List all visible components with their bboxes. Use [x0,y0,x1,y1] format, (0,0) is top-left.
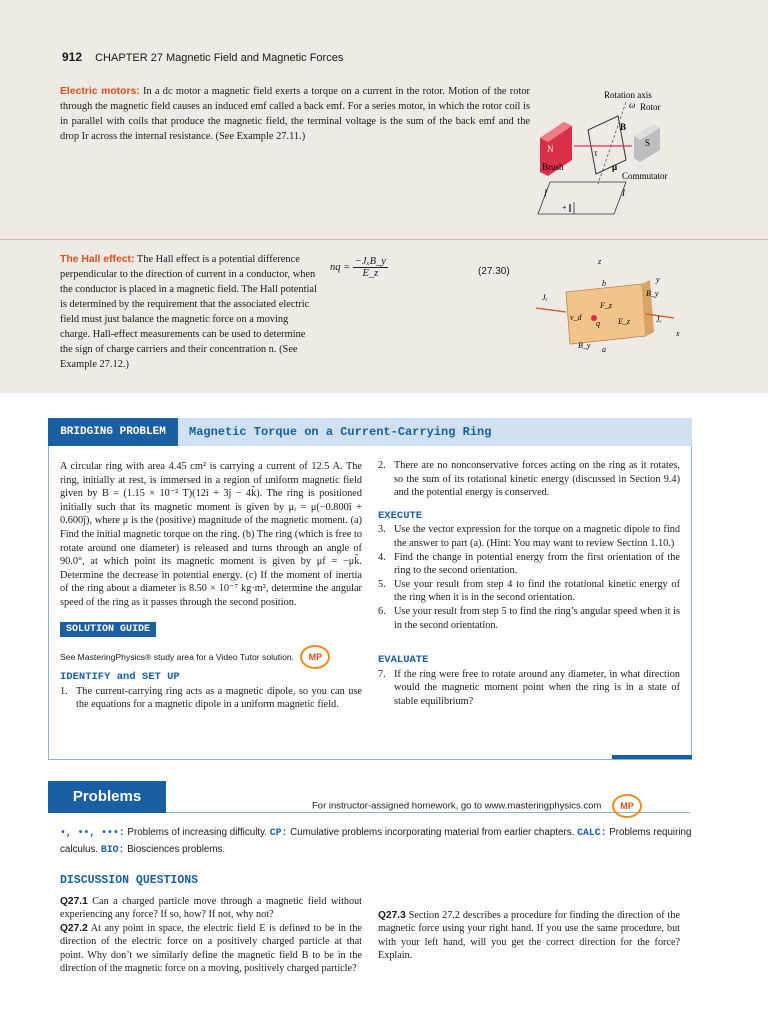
discussion-left-column [60,895,362,975]
question-id: Q27.3 [378,910,406,921]
force-fz-label: F_z [600,301,612,310]
bridging-problem-header [48,418,692,446]
rotor-label: Rotor [640,102,661,112]
motor-figure [534,86,684,221]
mu-label: μ [612,162,618,172]
problems-tag: Problems [48,781,166,813]
list-text: Find the change in potential energy from the first orientation of the ring to the second orientation. [394,551,680,577]
question-item [60,895,362,922]
tau-label: τ [594,148,598,158]
list-number: 6. [378,605,386,617]
bridging-problem-tag: BRIDGING PROBLEM [48,418,178,446]
list-item [378,551,680,578]
list-number: 4. [378,551,386,563]
bio-label: BIO: [100,844,125,855]
discussion-heading: DISCUSSION QUESTIONS [60,874,199,887]
question-id: Q27.1 [60,896,88,907]
problems-legend [60,824,700,858]
legend-cp: Cumulative problems incorporating material from earlier chapters. [290,827,575,838]
list-text: Use the vector expression for the torque on a magnetic dipole to find the answer to part (a). (Hint: You may want to review Section 1.10.) [394,524,680,549]
current-density-right-label: Jₓ [656,315,662,324]
list-text: There are no nonconservative forces acting on the ring as it rotates, so the sum of its rotational kinetic energy (discussed in Section 9.4) and the potential energy is conserved. [394,460,680,499]
question-item [60,922,362,976]
list-item [60,685,362,712]
difficulty-dots: •, ••, •••: [60,827,125,838]
drift-velocity-label: v_d [570,313,582,322]
brush-label: Brush [542,162,564,172]
discussion-right-column [378,883,680,963]
axis-y-label: y [656,275,660,284]
list-text: If the ring were free to rotate around any diameter, in what direction would the magnetic moment point when the ring is in a state of stable equilibrium? [394,668,680,707]
current-density-left-label: Jₓ [542,293,548,302]
axis-z-label: z [598,257,602,266]
hall-effect-label: The Hall effect: [60,254,135,265]
list-number: 2. [378,460,386,471]
thickness-a-label: a [602,345,606,354]
page-number: 912 [62,50,83,64]
list-number: 7. [378,668,386,680]
list-item [378,459,680,500]
question-id: Q27.2 [60,922,88,934]
solution-guide-row [60,622,362,638]
bridging-left-column [60,460,362,712]
field-ez-label: E_z [618,317,630,326]
bridging-right-column [378,459,680,709]
list-item [378,523,680,550]
commutator-label: Commutator [622,171,668,181]
hall-equation-fraction [353,256,388,279]
legend-bio: Biosciences problems. [127,844,226,855]
evaluate-heading: EVALUATE [378,654,429,667]
list-number: 1. [60,685,68,697]
omega-label: ω [629,100,636,110]
circuit-loop [538,182,626,214]
list-text: The current-carrying ring acts as a magnetic dipole, so you can use the equations for a magnetic dipole in a uniform magnetic field. [76,685,362,711]
solution-guide-tag: SOLUTION GUIDE [60,622,156,638]
charge-q-label: q [596,319,600,328]
hall-equation-lhs: nq = [330,262,351,273]
page-header [62,50,343,64]
battery-plus-label: + [562,203,567,212]
bridging-problem-title: Magnetic Torque on a Current-Carrying Ring [189,425,492,439]
question-text: Can a charged particle move through a magnetic field without experiencing any force? If so, how? If not, why not? [60,896,363,921]
axis-x-label: x [676,329,680,338]
question-text: At any point in space, the electric field E is defined to be in the direction of the electric force on a positively charged particle at that point. Why don’t we similarly define the magnetic field B to be in the direction of the magnetic force on a moving, positively charged particle? [60,922,363,975]
calc-label: CALC: [577,827,607,838]
current-label-left: I [544,188,547,198]
electric-motors-text: In a dc motor a magnetic field exerts a torque on a current in the rotor. Motion of the rotor through the magnetic field causes an induced emf called a back emf. For a series motor, in which the rotor coil is in parallel with coils that produce the magnetic field, the terminal voltage is the sum of the back emf and the drop Ir across the internal resistance. (See Example 27.11.) [60,86,530,142]
b-field-label-bottom: B_y [578,341,591,350]
mastering-physics-icon[interactable]: MP [300,645,330,669]
cp-label: CP: [269,827,288,838]
b-field-label-top: B_y [646,289,659,298]
homework-link[interactable]: For instructor-assigned homework, go to www.masteringphysics.com [312,800,602,812]
question-item [378,909,680,963]
rotation-axis-label: Rotation axis [604,90,652,100]
execute-heading: EXECUTE [378,509,423,522]
legend-calc: Problems requiring calculus. [60,827,692,855]
hall-effect-text: The Hall effect is a potential difference perpendicular to the direction of current in a conductor, when the conductor is placed in a magnetic field. The Hall potential is determined by the requirement that the associated electric field must just balance the magnetic force on a moving charge. Hall-effect measurements can be used to determine the sign of charge carriers and their concentration n. (See Example 27.12.) [60,254,317,370]
hall-effect-figure [514,252,692,364]
chapter-title: Magnetic Field and Magnetic Forces [166,52,344,64]
hall-equation-denominator: E_z [362,268,379,279]
list-number: 5. [378,578,386,590]
list-item [378,668,680,709]
electric-motors-label: Electric motors: [60,86,140,97]
hall-equation [330,256,388,279]
equation-number: (27.30) [478,266,510,277]
north-label: N [547,144,554,154]
chapter-number: CHAPTER 27 [95,52,163,64]
hall-effect-paragraph [60,252,318,372]
legend-difficulty: Problems of increasing difficulty. [127,827,267,838]
problems-homework-row [312,794,642,818]
mastering-physics-icon[interactable]: MP [612,794,642,818]
summary-divider [0,239,768,240]
mastering-row [60,645,362,669]
b-field-label: B [620,122,627,132]
electric-motors-paragraph [60,84,530,144]
list-text: Use your result from step 4 to find the rotational kinetic energy of the ring when it is in the second orientation. [394,578,680,604]
bridging-problem-statement: A circular ring with area 4.45 cm² is carrying a current of 12.5 A. The ring, initially at rest, is immersed in a region of uniform magnetic field given by B = (1.15 × 10⁻² T)(12î + 3ĵ − 4k̂). The ring is positioned initially such that its magnetic moment is given by μᵢ = μ(−0.800î + 0.600ĵ), where μ is the (positive) magnitude of the magnetic moment. (a) Find the initial magnetic torque on the ring. (b) The ring (which is free to rotate around one diameter) is released and turns through an angle of 90.0°, at which point its magnetic moment is given by μf = −μk̂. Determine the decrease in potential energy. (c) If the moment of inertia of the ring about a diameter is 8.50 × 10⁻⁷ kg·m², determine the angular speed of the ring as it passes through the second position. [60,461,362,608]
south-label: S [645,138,651,148]
list-number: 3. [378,524,386,536]
hall-equation-numerator: −JₓB_y [354,256,386,267]
question-text: Section 27.2 describes a procedure for finding the direction of the magnetic force using your right hand. If you use the same procedure, but with your left hand, will you get the correct direction for the force? Explain. [378,910,680,962]
list-item [378,605,680,632]
list-item [378,578,680,605]
bridging-problem-accent-bar [612,755,692,759]
width-b-label: b [602,279,606,288]
identify-heading: IDENTIFY and SET UP [60,671,180,684]
mastering-text: See MasteringPhysics® study area for a Video Tutor solution. [60,652,295,663]
list-text: Use your result from step 5 to find the ring’s angular speed when it is in the second orientation. [394,605,680,631]
current-label-right: I [622,188,625,198]
